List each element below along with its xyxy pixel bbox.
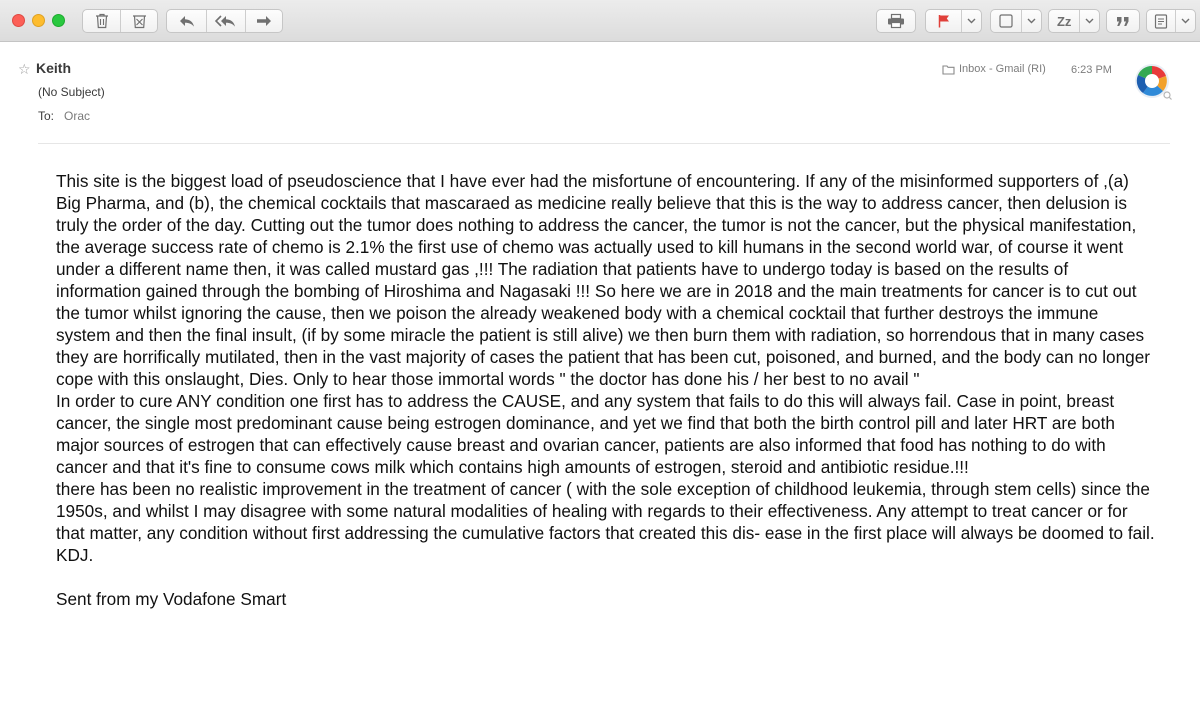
move-menu-button[interactable] bbox=[1021, 10, 1041, 32]
notes-menu-button[interactable] bbox=[1175, 10, 1195, 32]
quote-button[interactable] bbox=[1107, 10, 1139, 32]
print-button[interactable] bbox=[877, 10, 915, 32]
print-group bbox=[876, 9, 916, 33]
flag-group bbox=[925, 9, 982, 33]
reply-icon bbox=[178, 14, 196, 28]
mailbox-location[interactable] bbox=[942, 63, 1046, 75]
message-time: 6:23 PM bbox=[1071, 64, 1112, 76]
print-icon bbox=[887, 13, 905, 29]
snooze-button[interactable] bbox=[1049, 10, 1079, 32]
chevron-down-icon bbox=[967, 18, 976, 24]
zoom-window-button[interactable] bbox=[52, 14, 65, 27]
snooze-menu-button[interactable] bbox=[1079, 10, 1099, 32]
junk-button[interactable] bbox=[120, 10, 157, 32]
forward-button[interactable] bbox=[245, 10, 282, 32]
body-paragraph: there has been no realistic improvement in the treatment of cancer ( with the sole exception of childhood leukemia, through stem cells) since the 1950s, and whilst I may disagree with some natural modalities of healing with regards to their effectiveness. Any attempt to treat cancer or for that matter, any condition without first addressing the cumulative factors that created this dis- ease in the first place will always be doomed to fail. bbox=[56, 479, 1155, 543]
chevron-down-icon bbox=[1027, 18, 1036, 24]
avatar[interactable] bbox=[1133, 62, 1173, 102]
close-window-button[interactable] bbox=[12, 14, 25, 27]
quote-icon bbox=[1116, 16, 1130, 27]
message-body bbox=[56, 170, 1156, 610]
notes-group bbox=[1146, 9, 1196, 33]
star-icon[interactable]: ☆ bbox=[18, 61, 31, 77]
mailbox-name: Inbox - Gmail (RI) bbox=[959, 63, 1046, 75]
signature: Sent from my Vodafone Smart bbox=[56, 589, 287, 609]
trash-icon bbox=[95, 13, 109, 29]
chevron-down-icon bbox=[1181, 18, 1190, 24]
toolbar bbox=[0, 0, 1200, 42]
snooze-icon: Zz bbox=[1056, 13, 1072, 29]
reply-all-icon bbox=[215, 14, 237, 28]
reply-all-button[interactable] bbox=[206, 10, 245, 32]
sender-name[interactable]: Keith bbox=[36, 60, 71, 76]
delete-button[interactable] bbox=[83, 10, 120, 32]
move-icon bbox=[999, 14, 1013, 28]
blank-line bbox=[56, 566, 1156, 588]
flag-button[interactable] bbox=[926, 10, 961, 32]
chevron-down-icon bbox=[1085, 18, 1094, 24]
header-divider bbox=[38, 143, 1170, 144]
recipient[interactable]: Orac bbox=[64, 109, 91, 123]
to-label: To: bbox=[38, 109, 55, 123]
notes-icon bbox=[1154, 14, 1168, 29]
body-paragraph: KDJ. bbox=[56, 545, 94, 565]
delete-junk-group bbox=[82, 9, 158, 33]
junk-icon bbox=[132, 13, 147, 29]
body-paragraph: This site is the biggest load of pseudoscience that I have ever had the misfortune of encountering. If any of the misinformed supporters of ,(a) Big Pharma, and (b), the chemical cocktails that mascaraed as medicine really believe that this is the way to address cancer, then delusion is truly the order of the day. Cutting out the tumor does nothing to address the cancer, the tumor is not the cancer, but the physical manifestation, the average success rate of chemo is 2.1% the first use of chemo was actually used to kill humans in the second world war, of course it went under a different name then, it was called mustard gas ,!!! The radiation that patients have to undergo today is based on the results of information gained through the bombing of Hiroshima and Nagasaki !!! So here we are in 2018 and the main treatments for cancer is to cut out the tumor whilst ignoring the cause, then we poison the already weakened body with a chemical cocktail that further destroys the immune system and then the final insult, (if by some miracle the patient is still alive) we then burn them with radiation, so horrendous that in many cases they are horrifically mutilated, then in the vast majority of cases the patient that has been cut, poisoned, and burned, and the body can no longer cope with this onslaught, Dies. Only to hear those immortal words " the doctor has done his / her best to no avail " bbox=[56, 171, 1150, 389]
folder-icon bbox=[942, 64, 955, 75]
reply-button[interactable] bbox=[167, 10, 206, 32]
move-group bbox=[990, 9, 1042, 33]
move-button[interactable] bbox=[991, 10, 1021, 32]
flag-menu-button[interactable] bbox=[961, 10, 981, 32]
reply-group bbox=[166, 9, 283, 33]
forward-icon bbox=[255, 14, 273, 28]
quote-group bbox=[1106, 9, 1140, 33]
notes-button[interactable] bbox=[1147, 10, 1175, 32]
flag-icon bbox=[938, 14, 950, 28]
body-paragraph: In order to cure ANY condition one first has to address the CAUSE, and any system that fails to do this will always fail. Case in point, breast cancer, the single most predominant cause being estrogen dominance, and yet we find that both the birth control pill and later HRT are both major sources of estrogen that can effectively cause breast and ovarian cancer, patients are also informed that food has nothing to do with cancer and that it's fine to consume cows milk which contains high amounts of estrogen, steroid and antibiotic residue.!!! bbox=[56, 391, 1115, 477]
message-subject: (No Subject) bbox=[38, 85, 105, 99]
snooze-group bbox=[1048, 9, 1100, 33]
minimize-window-button[interactable] bbox=[32, 14, 45, 27]
